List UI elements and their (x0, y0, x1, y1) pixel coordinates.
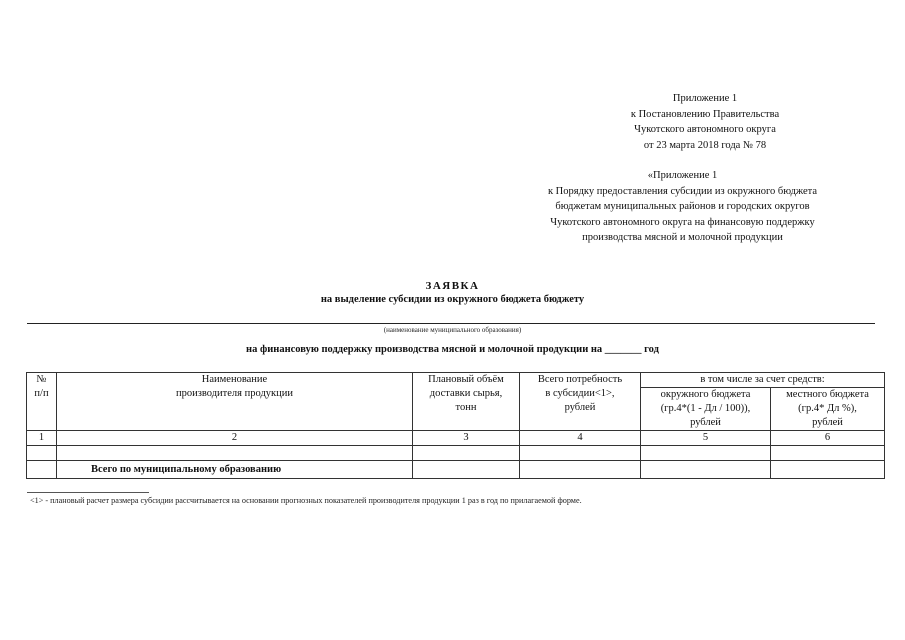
header-producer: Наименование производителя продукции (57, 373, 413, 431)
column-number: 4 (520, 431, 641, 446)
total-row (27, 461, 885, 479)
empty-cell (27, 446, 57, 461)
appendix1-line: к Постановлению Правительства (630, 108, 780, 120)
empty-cell (520, 461, 641, 479)
table-header-row (27, 373, 885, 388)
document-title: ЗАЯВКА (425, 280, 480, 292)
footnote-separator (27, 492, 149, 493)
empty-cell (57, 446, 413, 461)
appendix2-line: Чукотского автономного округа на финансовую поддержку (550, 216, 815, 228)
footnote: <1> - плановый расчет размера субсидии рассчитывается на основании прогнозных показателей производителя продукции 1 раз в год по прилагаемой форме. (30, 496, 582, 505)
empty-cell (641, 461, 771, 479)
empty-cell (520, 446, 641, 461)
municipality-name-line (27, 323, 875, 324)
appendix2-line: к Порядку предоставления субсидии из окружного бюджета (547, 185, 818, 197)
header-total-need: Всего потребность в субсидии<1>, рублей (520, 373, 641, 431)
total-label: Всего по муниципальному образованию (57, 461, 413, 479)
subsidy-request-table (26, 372, 885, 479)
document-subtitle: на выделение субсидии из окружного бюджета бюджету (320, 294, 585, 305)
empty-cell (771, 461, 885, 479)
government-resolution-appendix-note (585, 91, 825, 153)
appendix1-line: Приложение 1 (672, 93, 738, 104)
header-district-budget: окружного бюджета (гр.4*(1 - Дл / 100)), рублей (641, 388, 771, 431)
header-delivery-volume: Плановый объём доставки сырья, тонн (413, 373, 520, 431)
purpose-line: на финансовую поддержку производства мясной и молочной продукции на _______ год (246, 344, 659, 355)
appendix2-line: бюджетам муниципальных районов и городских округов (555, 201, 810, 212)
appendix1-line: Чукотского автономного округа (634, 124, 776, 135)
column-number-row (27, 431, 885, 446)
empty-cell (771, 446, 885, 461)
header-local-budget: местного бюджета (гр.4* Дл %), рублей (771, 388, 885, 431)
column-number: 1 (27, 431, 57, 446)
empty-cell (641, 446, 771, 461)
empty-cell (413, 446, 520, 461)
column-number: 6 (771, 431, 885, 446)
empty-data-row (27, 446, 885, 461)
header-number: № п/п (27, 373, 57, 431)
column-number: 2 (57, 431, 413, 446)
municipality-name-caption: (наименование муниципального образования) (383, 326, 522, 334)
header-including-funds: в том числе за счет средств: (641, 373, 885, 388)
column-number: 3 (413, 431, 520, 446)
appendix2-line: «Приложение 1 (647, 170, 718, 181)
procedure-appendix-note (500, 168, 865, 246)
appendix2-line: производства мясной и молочной продукции (582, 232, 783, 243)
empty-cell (27, 461, 57, 479)
empty-cell (413, 461, 520, 479)
column-number: 5 (641, 431, 771, 446)
appendix1-line: от 23 марта 2018 года № 78 (643, 139, 767, 151)
